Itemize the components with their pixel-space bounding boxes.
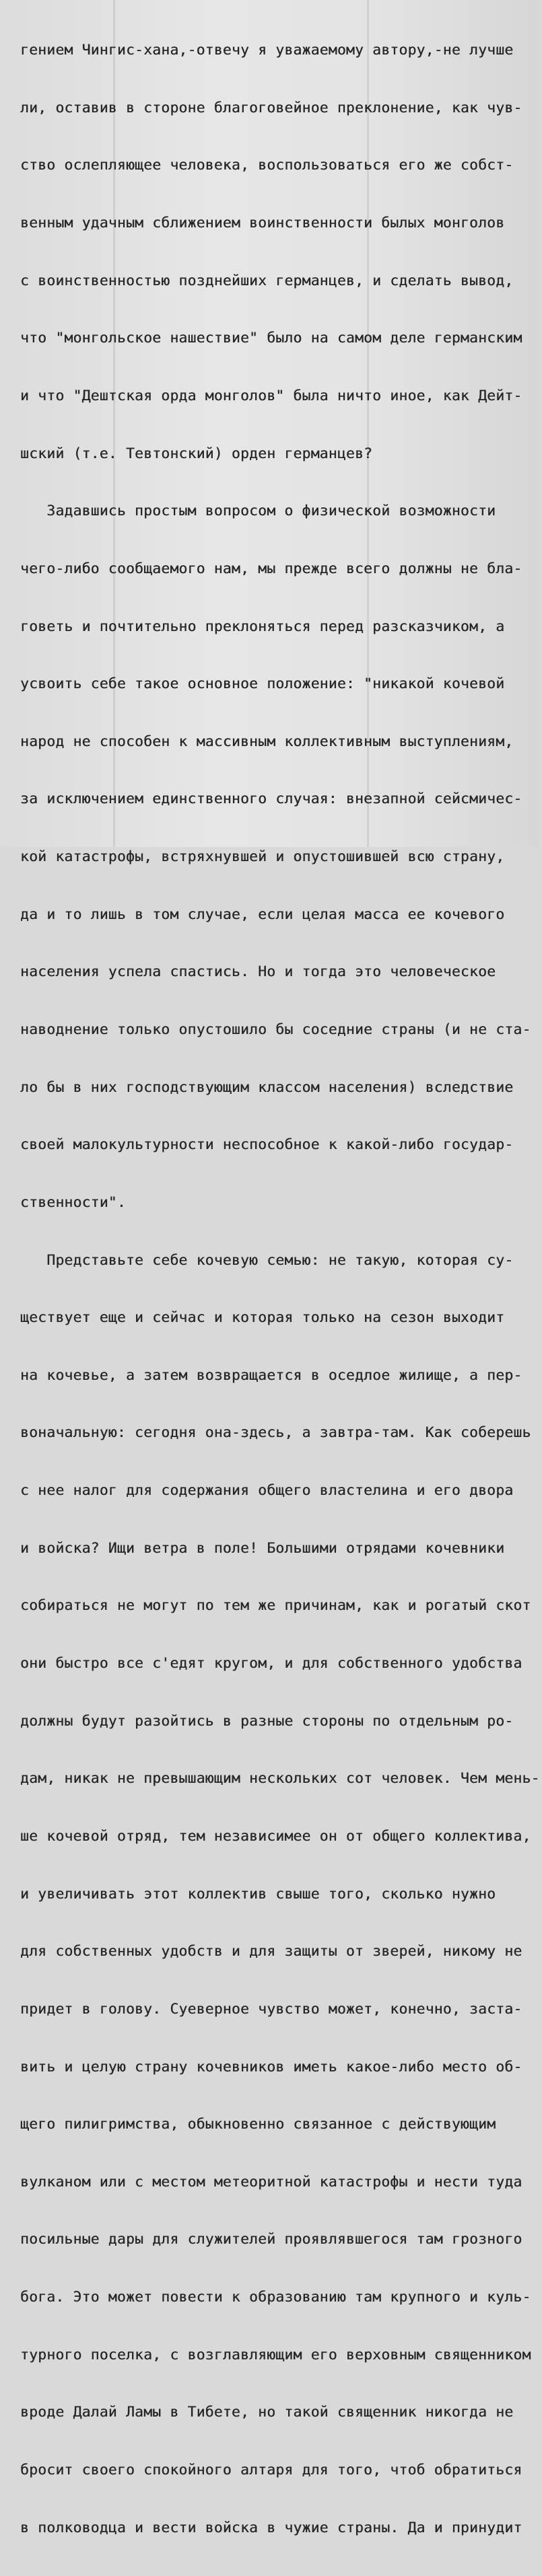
text-line: дам, никак не превышающим нескольких сот человек. Чем мень- <box>20 1770 540 1788</box>
text-line: щего пилигримства, обыкновенно связанное с действующим <box>20 2116 496 2133</box>
text-line: ли, оставив в стороне благоговейное преклонение, как чув- <box>20 99 522 116</box>
text-line: в полководца и вести войска в чужие страны. Да и принудит <box>20 2519 522 2536</box>
text-line: кой катастрофы, встряхнувшей и опустошившей всю страну, <box>20 848 505 866</box>
page-text <box>20 3 542 2576</box>
text-line: для собственных удобств и для защиты от зверей, никому не <box>20 1943 522 1960</box>
text-line: вулканом или с местом метеоритной катастрофы и нести туда <box>20 2173 522 2191</box>
text-line: Задавшись простым вопросом о физической возможности <box>20 503 496 520</box>
text-line: что "монгольское нашествие" было на самом деле германским <box>20 330 522 347</box>
text-line: ло бы в них господствующим классом населения) вследствие <box>20 1078 514 1096</box>
text-line: ше кочевой отряд, тем независимее он от общего коллектива, <box>20 1827 531 1845</box>
text-line: воначальную: сегодня она-здесь, а завтра-там. Как соберешь <box>20 1424 531 1442</box>
text-line: населения успела спастись. Но и тогда это человеческое <box>20 963 496 981</box>
text-line: должны будут разойтись в разные стороны по отдельным ро- <box>20 1712 514 1730</box>
text-line: вить и целую страну кочевников иметь какое-либо место об- <box>20 2058 522 2075</box>
text-line: с воинственностью позднейших германцев, и сделать вывод, <box>20 272 514 289</box>
text-line: и войска? Ищи ветра в поле! Большими отрядами кочевники <box>20 1539 505 1557</box>
text-line: ственности". <box>20 1193 126 1211</box>
text-line: на кочевье, а затем возвращается в оседлое жилище, а пер- <box>20 1366 522 1384</box>
text-line: гением Чингис-хана,-отвечу я уважаемому автору,-не лучше <box>20 42 514 59</box>
text-line: бросит своего спокойного алтаря для того, чтоб обратиться <box>20 2462 522 2478</box>
text-line: наводнение только опустошило бы соседние страны (и не ста- <box>20 1021 531 1038</box>
text-line: вроде Далай Ламы в Тибете, но такой священник никогда не <box>20 2404 514 2421</box>
text-line: с нее налог для содержания общего властелина и его двора <box>20 1482 514 1500</box>
text-line: усвоить себе такое основное положение: "никакой кочевой <box>20 675 505 693</box>
text-line: турного поселка, с возглавляющим его верховным священником <box>20 2346 531 2363</box>
text-line: они быстро все с'едят кругом, и для собственного удобства <box>20 1655 522 1672</box>
text-line: бога. Это может повести к образованию там крупного и куль- <box>20 2289 531 2306</box>
text-line: говеть и почтительно преклоняться перед разсказчиком, а <box>20 618 505 635</box>
text-line: да и то лишь в том случае, если целая масса ее кочевого <box>20 906 505 923</box>
text-line: шский (т.е. Тевтонский) орден германцев? <box>20 445 373 462</box>
text-line: своей малокультурности неспособное к какой-либо государ- <box>20 1136 514 1154</box>
text-line: чего-либо сообщаемого нам, мы прежде всего должны не бла- <box>20 560 522 577</box>
text-line: и увеличивать этот коллектив свыше того, сколько нужно <box>20 1885 496 1903</box>
text-line: собираться не могут по тем же причинам, как и рогатый скот <box>20 1597 531 1615</box>
text-line: и что "Дештская орда монголов" была ничто иное, как Дейт- <box>20 387 522 404</box>
text-line: венным удачным сближением воинственности былых монголов <box>20 215 505 232</box>
text-line: народ не способен к массивным коллективным выступлениям, <box>20 733 514 750</box>
text-line: за исключением единственного случая: внезапной сейсмичес- <box>20 790 522 808</box>
text-line: придет в голову. Суеверное чувство может, конечно, заста- <box>20 2000 522 2018</box>
text-line: Представьте себе кочевую семью: не такую, которая су- <box>20 1251 514 1269</box>
text-line: ство ослепляющее человека, воспользоваться его же собст- <box>20 157 514 174</box>
text-line: ществует еще и сейчас и которая только на сезон выходит <box>20 1309 505 1327</box>
text-line: посильные дары для служителей проявлявшегося там грозного <box>20 2231 522 2248</box>
